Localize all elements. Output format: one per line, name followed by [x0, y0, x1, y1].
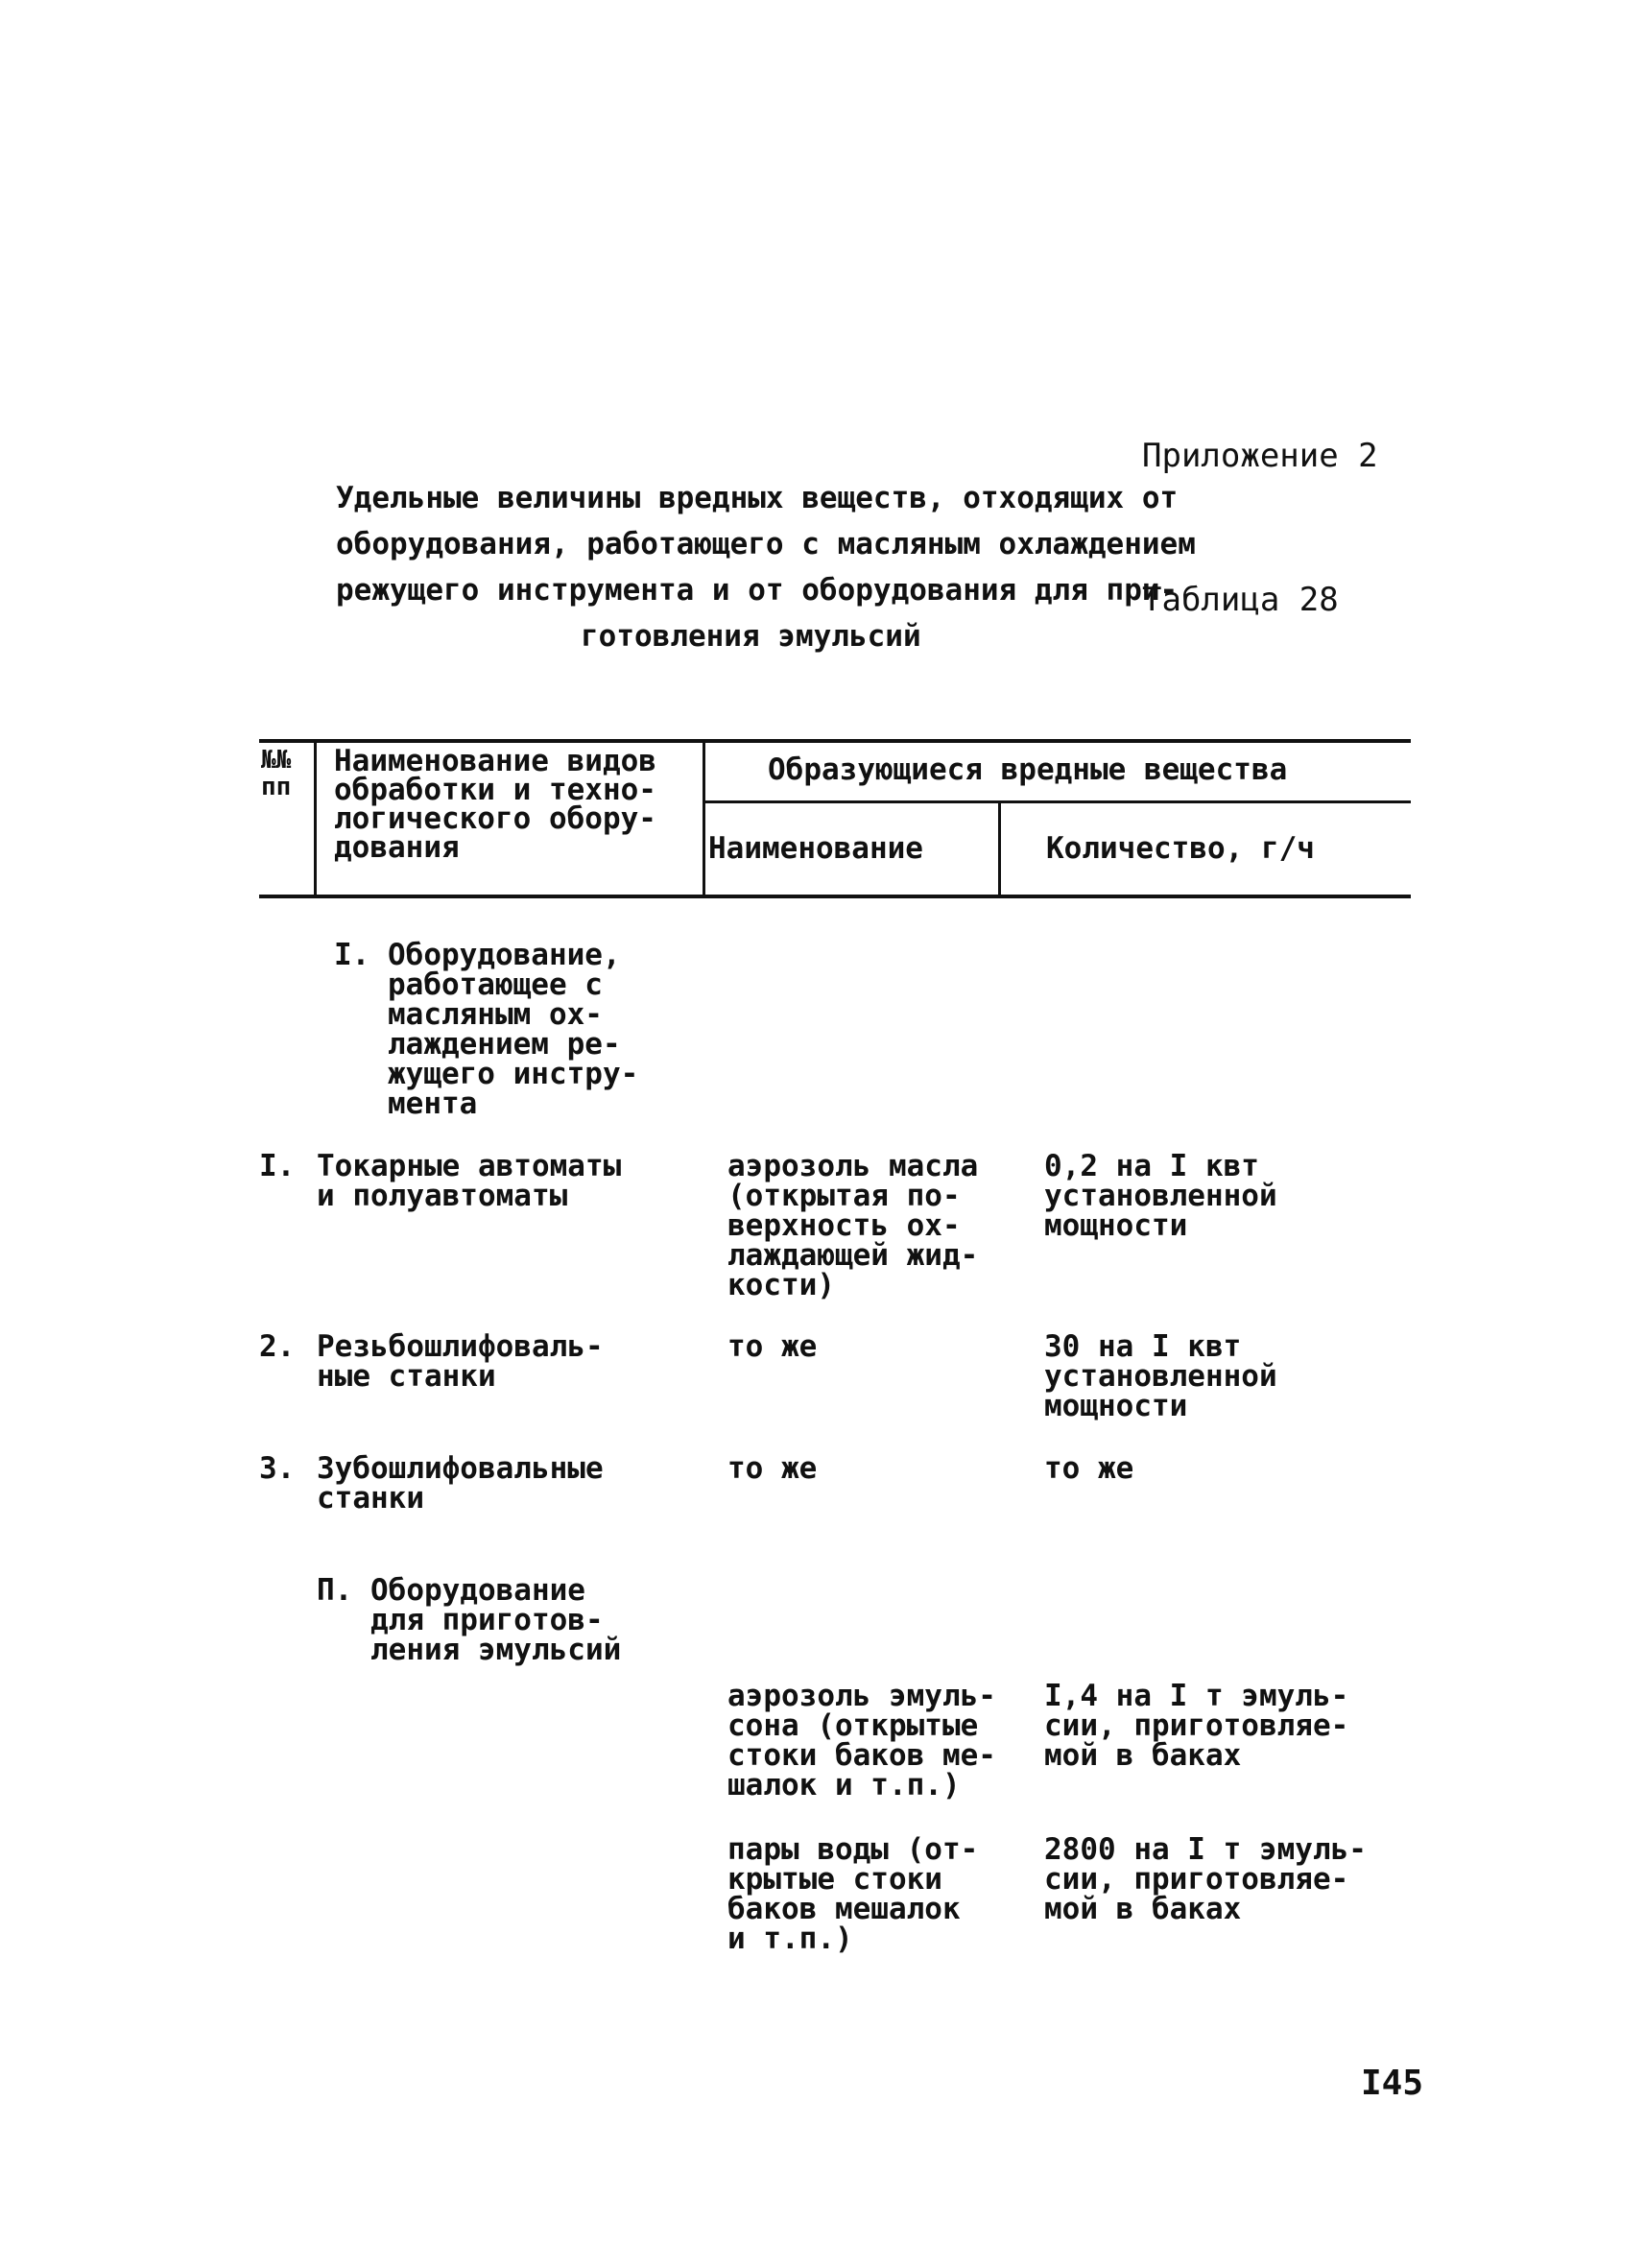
row-3-substance: то же — [727, 1451, 818, 1486]
row-4-amount: I,4 на I т эмуль- сии, приготовляе- мой в баках — [1044, 1679, 1349, 1773]
title-line-1: Удельные величины вредных веществ, отходящих от — [336, 481, 1179, 515]
row-3-process: Зубошлифовальные станки — [317, 1451, 604, 1516]
row-3-num: 3. — [259, 1451, 296, 1486]
table-col-divider-3 — [998, 800, 1001, 898]
row-3-amount: то же — [1044, 1451, 1134, 1486]
table-header-bottom-rule — [259, 895, 1411, 898]
section-2-label: П. Оборудование для приготов- ления эмульсий — [317, 1573, 622, 1667]
title-line-4: готовления эмульсий — [581, 619, 921, 654]
table-number-label: Таблица 28 — [1142, 581, 1339, 619]
row-2-num: 2. — [259, 1329, 296, 1364]
section-1-label: I. Оборудование, работающее с масляным ох- лаждением ре- жущего инстру- мента — [334, 938, 639, 1121]
title-line-3: режущего инструмента и от оборудования для при- — [336, 573, 1179, 608]
table-subheader-rule — [703, 800, 1411, 803]
row-2-substance: то же — [727, 1329, 818, 1364]
row-5-substance: пары воды (от- крытые стоки баков мешалок и т.п.) — [727, 1832, 979, 1956]
title-line-2: оборудования, работающего с масляным охлаждением — [336, 527, 1196, 561]
row-1-substance: аэрозоль масла (открытая по- верхность ох- лаждающей жид- кости) — [727, 1149, 979, 1302]
table-col-divider-2 — [703, 739, 705, 898]
header-substance-name: Наименование — [708, 831, 923, 866]
header-quantity: Количество, г/ч — [1046, 831, 1315, 866]
row-4-substance: аэрозоль эмуль- сона (открытые стоки баков ме- шалок и т.п.) — [727, 1679, 996, 1802]
page-number: I45 — [1361, 2064, 1424, 2103]
header-process: Наименование видов обработки и техно- логического обору- дования — [334, 744, 656, 865]
table-title — [336, 475, 1296, 659]
table-header — [259, 739, 1411, 902]
row-2-process: Резьбошлифоваль- ные станки — [317, 1329, 604, 1394]
row-1-amount: 0,2 на I квт установленной мощности — [1044, 1149, 1277, 1243]
header-num: №№ пп — [261, 746, 292, 801]
row-1-num: I. — [259, 1149, 296, 1183]
header-harmful-substances: Образующиеся вредные вещества — [768, 752, 1288, 787]
row-1-process: Токарные автоматы и полуавтоматы — [317, 1149, 622, 1213]
appendix-label: Приложение 2 — [1142, 437, 1378, 475]
table-col-divider-1 — [314, 739, 317, 898]
row-5-amount: 2800 на I т эмуль- сии, приготовляе- мой в баках — [1044, 1832, 1367, 1926]
row-2-amount: 30 на I квт установленной мощности — [1044, 1329, 1277, 1423]
table-top-rule — [259, 739, 1411, 743]
